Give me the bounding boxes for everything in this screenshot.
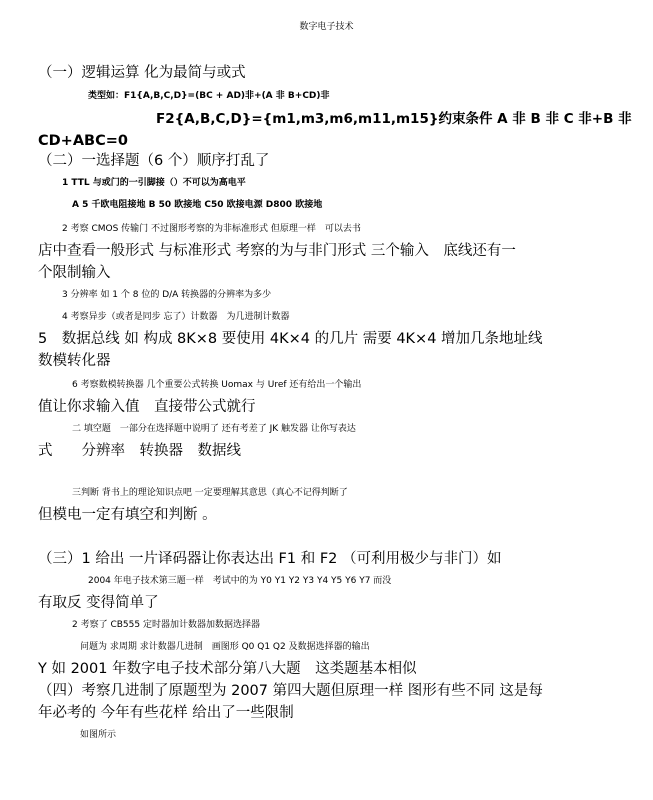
judgement-line-2: 但模电一定有填空和判断 。 [38, 507, 217, 523]
section-3-line-2: 2004 年电子技术第三题一样 考试中的为 Y0 Y1 Y2 Y3 Y4 Y5 Y6 Y7 而没 [88, 576, 392, 586]
example-f2: F2{A,B,C,D}={m1,m3,m6,m11,m15}约束条件 A 非 B 非 C 非+B 非 [156, 111, 632, 127]
section-3-line-3: 有取反 变得简单了 [38, 595, 159, 611]
example-f2-cont: CD+ABC=0 [38, 133, 128, 149]
judgement-line-1: 三判断 背书上的理论知识点吧 一定要理解其意思（真心不记得判断了 [72, 488, 348, 498]
fill-in-line-1: 二 填空题 一部分在选择题中说明了 还有考差了 JK 触发器 让你写表达 [72, 424, 356, 434]
question-4: 4 考察异步（或者是同步 忘了）计数器 为几进制计数器 [62, 312, 290, 322]
example-f1: 类型如：F1{A,B,C,D}=(BC + AD)非+(A 非 B+CD)非 [88, 91, 330, 101]
question-5-line-2: 数模转化器 [38, 353, 111, 369]
question-2-line-3: 个限制输入 [38, 265, 111, 281]
fill-in-line-2: 式 分辨率 转换器 数据线 [38, 443, 241, 459]
section-3-line-1: （三）1 给出 一片译码器让你表达出 F1 和 F2 （可利用极少与非门）如 [38, 551, 502, 567]
question-1: 1 TTL 与或门的一引脚接（）不可以为高电平 [62, 178, 246, 188]
section-3-item-2-cont: Y 如 2001 年数字电子技术部分第八大题 这类题基本相似 [38, 661, 417, 677]
question-2-line-1: 2 考察 CMOS 传输门 不过图形考察的为非标准形式 但原理一样 可以去书 [62, 224, 361, 234]
section-4-line-3: 如图所示 [80, 730, 117, 740]
section-3-item-2-question: 问题为 求周期 求计数器几进制 画图形 Q0 Q1 Q2 及数据选择器的输出 [80, 642, 370, 652]
question-2-line-2: 店中查看一般形式 与标准形式 考察的为与非门形式 三个输入 底线还有一 [38, 243, 516, 259]
question-3: 3 分辨率 如 1 个 8 位的 D/A 转换器的分辨率为多少 [62, 290, 272, 300]
section-3-item-2: 2 考察了 CB555 定时器加计数器加数据选择器 [72, 620, 260, 630]
document-title: 数字电子技术 [299, 22, 354, 32]
question-6-line-1: 6 考察数模转换器 几个重要公式转换 Uomax 与 Uref 还有给出一个输出 [72, 380, 362, 390]
section-4-line-2: 年必考的 今年有些花样 给出了一些限制 [38, 705, 294, 721]
question-5-line-1: 5 数据总线 如 构成 8K×8 要使用 4K×4 的几片 需要 4K×4 增加几条地址线 [38, 331, 543, 347]
question-6-line-2: 值让你求输入值 直接带公式就行 [38, 399, 256, 415]
section-1-heading: （一）逻辑运算 化为最简与或式 [38, 65, 246, 81]
section-2-heading: （二）一选择题（6 个）顺序打乱了 [38, 153, 270, 169]
question-1-options: A 5 千欧电阻接地 B 50 欧接地 C50 欧接电源 D800 欧接地 [72, 200, 323, 210]
section-4-line-1: （四）考察几进制了原题型为 2007 第四大题但原理一样 图形有些不同 这是每 [38, 683, 543, 699]
